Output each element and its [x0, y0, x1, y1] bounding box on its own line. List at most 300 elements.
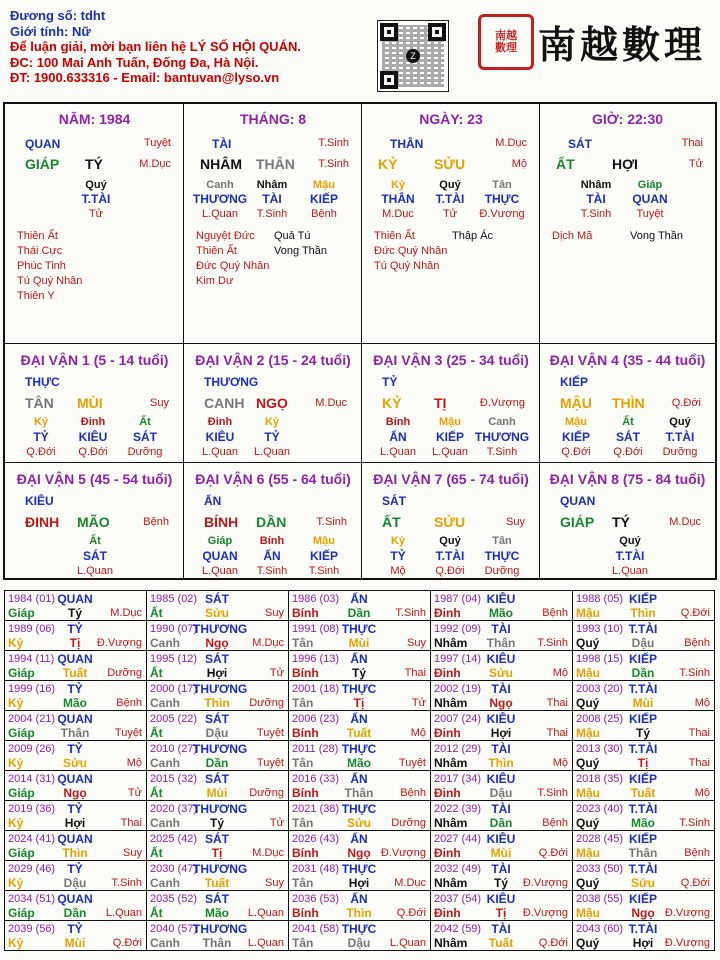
year-god: KIÊU	[486, 832, 516, 846]
year-cell	[4, 860, 147, 891]
hidden-stem: Mậu	[313, 179, 335, 191]
year-label: 2010 (27)	[150, 743, 198, 755]
dai-van-title: ĐẠI VẬN 2 (15 - 24 tuổi)	[195, 352, 351, 368]
dv-hidden-god: ẤN	[389, 430, 407, 444]
year-phase: Q.Đới	[538, 937, 568, 949]
year-phase: Tử	[269, 817, 284, 829]
year-stem: Mậu	[576, 606, 600, 620]
year-cell	[572, 770, 715, 801]
dv-hidden-phase: Q.Đới	[613, 446, 643, 458]
dv-hidden-phase: T.Sinh	[308, 565, 340, 577]
hidden-god: KIẾP	[309, 192, 338, 206]
year-stem: Giáp	[8, 666, 35, 680]
dai-van-phase: Đ.Vượng	[479, 397, 525, 409]
year-label: 1984 (01)	[8, 593, 56, 605]
year-god: THỰC	[341, 922, 377, 936]
year-stem: Tân	[292, 816, 314, 830]
year-phase: Thai	[688, 727, 710, 739]
year-phase: Bệnh	[542, 817, 568, 829]
dv-hidden-god: T.TÀI	[615, 549, 645, 563]
star-name: Thái Cực	[17, 245, 63, 257]
year-phase: Dưỡng	[391, 817, 426, 829]
year-stem: Tân	[292, 636, 314, 650]
hidden-god: QUAN	[632, 192, 668, 206]
year-phase: Bệnh	[684, 637, 710, 649]
dai-van-can: BÍNH	[204, 514, 239, 530]
year-branch: Mão	[63, 696, 87, 710]
year-phase: Đ.Vượng	[380, 847, 426, 859]
brand-logo: 南越數理	[538, 22, 707, 67]
year-god: QUAN	[57, 832, 93, 846]
year-cell	[430, 590, 573, 621]
year-phase: Bệnh	[116, 697, 142, 709]
dv-hidden-stem: Kỷ	[33, 416, 49, 428]
year-phase: Bệnh	[684, 847, 710, 859]
year-stem: Nhâm	[434, 756, 468, 770]
dv-hidden-stem: Mậu	[313, 535, 335, 547]
dai-van-phase: Suy	[150, 397, 169, 409]
year-branch: Dần	[205, 756, 229, 770]
dv-hidden-phase: Dưỡng	[127, 446, 163, 458]
year-stem: Giáp	[8, 786, 35, 800]
year-cell	[146, 620, 289, 651]
year-label: 2013 (30)	[576, 743, 624, 755]
year-branch: Hợi	[64, 816, 86, 830]
star-name-right: Quả Tú	[274, 230, 311, 242]
year-god: KIÊU	[486, 592, 516, 606]
year-label: 2043 (60)	[576, 923, 624, 935]
year-branch: Tý	[635, 726, 650, 740]
year-god: THƯƠNG	[193, 742, 248, 756]
pillar-cell	[540, 104, 715, 344]
year-phase: Mộ	[552, 757, 568, 769]
year-cell	[146, 680, 289, 711]
pillar-title: NĂM: 1984	[58, 111, 131, 127]
year-label: 2022 (39)	[434, 803, 482, 815]
year-branch: Hợi	[632, 936, 654, 950]
year-label: 2002 (19)	[434, 683, 482, 695]
dai-van-chi: DẦN	[256, 514, 287, 530]
dv-hidden-stem: Mậu	[565, 416, 587, 428]
year-stem: Kỷ	[8, 816, 24, 830]
year-stem: Quý	[576, 816, 600, 830]
hidden-phase: L.Quan	[201, 208, 239, 220]
year-cell	[4, 710, 147, 741]
year-phase: Tuyệt	[256, 757, 284, 769]
year-label: 1992 (09)	[434, 623, 482, 635]
pillar-cell	[362, 104, 540, 344]
year-stem: Kỷ	[8, 636, 24, 650]
year-phase: Suy	[123, 847, 142, 859]
dv-hidden-stem: Bính	[259, 535, 285, 547]
year-cell	[572, 590, 715, 621]
year-branch: Tị	[353, 696, 365, 710]
dai-van-can: CANH	[204, 395, 245, 411]
dv-hidden-stem: Tân	[492, 535, 512, 547]
year-cell	[146, 770, 289, 801]
dai-van-chi: MÙI	[77, 395, 103, 411]
year-branch: Thìn	[630, 606, 656, 620]
year-god: THƯƠNG	[193, 802, 248, 816]
year-stem: Mậu	[576, 726, 600, 740]
pillar-chi: SỬU	[434, 156, 466, 172]
dv-hidden-god: KIÊU	[205, 430, 235, 444]
year-stem: Ất	[150, 726, 163, 740]
year-phase: T.Sinh	[537, 787, 568, 799]
dai-van-cell	[5, 463, 184, 580]
dv-hidden-stem: Canh	[488, 416, 516, 428]
year-label: 2033 (50)	[576, 863, 624, 875]
year-cell	[288, 680, 431, 711]
dai-van-phase: T.Sinh	[316, 516, 347, 528]
dv-hidden-phase: L.Quan	[201, 446, 239, 458]
year-label: 1994 (11)	[8, 653, 55, 665]
year-god: KIẾP	[628, 772, 657, 786]
dv-hidden-god: T.TÀI	[665, 430, 695, 444]
year-stem: Tân	[292, 696, 314, 710]
year-label: 2030 (47)	[150, 863, 198, 875]
year-branch: Dậu	[205, 726, 229, 740]
year-phase: Đ.Vượng	[522, 907, 568, 919]
pillar-title: NGÀY: 23	[419, 111, 483, 127]
year-stem: Bính	[292, 906, 319, 920]
year-stem: Canh	[150, 636, 180, 650]
year-cell	[572, 920, 715, 951]
year-label: 1998 (15)	[576, 653, 624, 665]
phone-email-line[interactable]: ĐT: 1900.633316 - Email: bantuvan@lyso.vn	[10, 70, 280, 85]
hidden-stem: Nhâm	[256, 179, 288, 191]
year-cell	[288, 800, 431, 831]
year-branch: Thìn	[488, 756, 514, 770]
year-branch: Thìn	[62, 846, 88, 860]
year-phase: Suy	[265, 607, 284, 619]
dv-hidden-stem: Quý	[439, 535, 461, 547]
year-stem: Bính	[292, 726, 319, 740]
year-god: T.TÀI	[628, 862, 658, 876]
dv-hidden-god: T.TÀI	[435, 549, 465, 563]
year-god: T.TÀI	[628, 922, 658, 936]
year-branch: Hợi	[206, 666, 228, 680]
year-label: 2027 (44)	[434, 833, 482, 845]
year-branch: Ngọ	[205, 636, 229, 650]
year-branch: Hợi	[348, 876, 370, 890]
star-name: Kim Dư	[196, 275, 234, 287]
year-branch: Dần	[631, 666, 655, 680]
year-phase: Q.Đới	[538, 847, 568, 859]
dv-hidden-god: TỶ	[264, 430, 280, 444]
year-stem: Canh	[150, 876, 180, 890]
year-label: 1987 (04)	[434, 593, 482, 605]
year-label: 2011 (28)	[292, 743, 339, 755]
year-god: THỰC	[341, 622, 377, 636]
year-god: KIẾP	[628, 892, 657, 906]
year-phase: T.Sinh	[111, 877, 142, 889]
year-label: 2007 (24)	[434, 713, 482, 725]
year-god: QUAN	[57, 592, 93, 606]
year-branch: Mùi	[206, 786, 228, 800]
year-cell	[4, 590, 147, 621]
year-god: QUAN	[57, 712, 93, 726]
year-stem: Đinh	[434, 606, 461, 620]
year-branch: Dậu	[63, 876, 87, 890]
year-stem: Giáp	[8, 726, 35, 740]
year-phase: Tử	[269, 667, 284, 679]
hidden-phase: Tử	[442, 208, 458, 220]
year-god: THỰC	[341, 802, 377, 816]
year-branch: Sửu	[488, 666, 514, 680]
star-name: Nguyệt Đức	[196, 230, 255, 242]
dv-hidden-god: QUAN	[202, 549, 238, 563]
dai-van-god: THỰC	[25, 375, 60, 389]
year-stem: Tân	[292, 756, 314, 770]
year-cell	[146, 830, 289, 861]
pillar-phase-a: Tuyệt	[143, 137, 171, 149]
year-branch: Tị	[211, 846, 223, 860]
dai-van-god: KIÊU	[25, 494, 54, 508]
star-name: Dịch Mã	[552, 230, 593, 242]
dai-van-cell	[184, 344, 362, 463]
dv-hidden-god: KIÊU	[78, 430, 108, 444]
dv-hidden-god: THỰC	[484, 549, 520, 563]
year-cell	[430, 800, 573, 831]
year-branch: Thân	[60, 726, 90, 740]
year-label: 2032 (49)	[434, 863, 482, 875]
year-god: TỶ	[67, 802, 83, 816]
star-name: Thiên Ất	[17, 230, 58, 242]
dai-van-title: ĐẠI VẬN 7 (65 - 74 tuổi)	[373, 471, 529, 487]
year-phase: Q.Đới	[112, 937, 142, 949]
pillar-phase-b: Tử	[688, 158, 703, 170]
dv-hidden-stem: Đinh	[207, 416, 233, 428]
year-label: 1985 (02)	[150, 593, 198, 605]
dv-hidden-phase: T.Sinh	[256, 565, 288, 577]
year-label: 2026 (43)	[292, 833, 340, 845]
dai-van-god: QUAN	[560, 494, 596, 508]
year-branch: Ngọ	[347, 846, 371, 860]
year-god: SÁT	[205, 772, 229, 786]
dai-van-can: MẬU	[560, 395, 592, 411]
dai-van-title: ĐẠI VẬN 4 (35 - 44 tuổi)	[549, 352, 706, 368]
star-name: Thiên Ất	[196, 245, 237, 257]
dv-hidden-god: KIẾP	[309, 549, 338, 563]
year-branch: Thân	[628, 846, 658, 860]
dai-van-chi: NGỌ	[256, 395, 288, 411]
year-stem: Canh	[150, 756, 180, 770]
year-label: 2008 (25)	[576, 713, 624, 725]
year-branch: Sửu	[62, 756, 88, 770]
year-branch: Dậu	[347, 936, 371, 950]
pillar-god-label: QUAN	[25, 137, 61, 151]
year-god: ẤN	[350, 592, 368, 606]
dv-hidden-god: THƯƠNG	[474, 430, 530, 444]
hidden-phase: Bệnh	[311, 208, 337, 220]
hidden-god: THÂN	[381, 192, 415, 206]
star-name-right: Vong Thần	[274, 245, 328, 257]
year-branch: Tị	[495, 906, 507, 920]
hidden-stem: Tân	[492, 179, 512, 191]
dv-hidden-phase: Dưỡng	[484, 565, 520, 577]
year-phase: Tử	[127, 787, 142, 799]
dai-van-cell	[362, 463, 540, 580]
year-cell	[430, 680, 573, 711]
year-branch: Tị	[69, 636, 81, 650]
year-cell	[430, 860, 573, 891]
year-branch: Tuất	[630, 786, 656, 800]
year-god: TỶ	[67, 862, 83, 876]
dai-van-cell	[362, 344, 540, 463]
year-branch: Mão	[631, 816, 655, 830]
dv-hidden-phase: Dưỡng	[662, 446, 698, 458]
year-god: KIẾP	[628, 592, 657, 606]
year-branch: Thìn	[346, 906, 372, 920]
year-branch: Sửu	[346, 816, 372, 830]
dai-van-chi: TỊ	[434, 395, 447, 411]
address-line: ĐC: 100 Mai Anh Tuấn, Đống Đa, Hà Nội.	[10, 54, 259, 70]
year-god: QUAN	[57, 892, 93, 906]
pillar-phase-a: Thai	[681, 137, 703, 149]
dai-van-can: KỶ	[382, 395, 402, 411]
pillar-title: THÁNG: 8	[239, 111, 307, 127]
hidden-phase: T.Sinh	[580, 208, 612, 220]
year-label: 2038 (55)	[576, 893, 624, 905]
dai-van-chi: THÌN	[612, 395, 645, 411]
dv-hidden-stem: Ất	[622, 416, 634, 428]
year-cell	[572, 680, 715, 711]
year-label: 2001 (18)	[292, 683, 340, 695]
year-label: 2024 (41)	[8, 833, 56, 845]
year-label: 1995 (12)	[150, 653, 198, 665]
year-stem: Mậu	[576, 846, 600, 860]
star-name: Tú Quý Nhân	[17, 275, 83, 287]
year-god: KIÊU	[486, 772, 516, 786]
year-branch: Tuất	[346, 726, 372, 740]
year-stem: Giáp	[8, 906, 35, 920]
year-cell	[288, 890, 431, 921]
hidden-stem: Giáp	[637, 179, 663, 191]
year-god: TỶ	[67, 922, 83, 936]
year-stem: Nhâm	[434, 696, 468, 710]
year-phase: Đ.Vượng	[664, 937, 710, 949]
dai-van-can: ĐINH	[25, 514, 60, 530]
year-cell	[288, 860, 431, 891]
year-cell	[288, 740, 431, 771]
year-stem: Bính	[292, 666, 319, 680]
year-cell	[572, 860, 715, 891]
year-cell	[430, 890, 573, 921]
year-branch: Mùi	[490, 846, 512, 860]
year-phase: Q.Đới	[680, 877, 710, 889]
year-cell	[288, 920, 431, 951]
year-label: 1988 (05)	[576, 593, 624, 605]
year-god: TÀI	[491, 622, 511, 636]
year-phase: M.Dục	[252, 637, 284, 649]
year-label: 2034 (51)	[8, 893, 56, 905]
year-branch: Hợi	[490, 726, 512, 740]
year-phase: Đ.Vượng	[522, 877, 568, 889]
year-phase: T.Sinh	[679, 667, 710, 679]
year-label: 2015 (32)	[150, 773, 198, 785]
year-cell	[288, 830, 431, 861]
star-name-right: Thập Ác	[452, 230, 493, 242]
year-god: T.TÀI	[628, 622, 658, 636]
year-cell	[572, 800, 715, 831]
year-cell	[146, 920, 289, 951]
year-god: KIÊU	[486, 892, 516, 906]
year-label: 2009 (26)	[8, 743, 56, 755]
year-stem: Bính	[292, 786, 319, 800]
year-stem: Tân	[292, 876, 314, 890]
year-phase: Tử	[411, 697, 426, 709]
year-branch: Tý	[209, 816, 224, 830]
year-cell	[4, 770, 147, 801]
year-stem: Ất	[150, 666, 163, 680]
dv-hidden-stem: Bính	[385, 416, 411, 428]
year-god: KIÊU	[486, 712, 516, 726]
year-branch: Dậu	[489, 786, 513, 800]
dv-hidden-phase: L.Quan	[201, 565, 239, 577]
pillar-chi: TÝ	[85, 156, 103, 172]
dai-van-chi: TÝ	[612, 514, 630, 530]
year-god: THỰC	[341, 862, 377, 876]
year-phase: Thai	[404, 667, 426, 679]
year-cell	[430, 770, 573, 801]
year-stem: Nhâm	[434, 816, 468, 830]
dv-hidden-stem: Đinh	[80, 416, 106, 428]
dv-hidden-stem: Ất	[139, 416, 151, 428]
year-god: THỰC	[341, 742, 377, 756]
year-label: 1986 (03)	[292, 593, 340, 605]
dv-hidden-phase: L.Quan	[379, 446, 417, 458]
dv-hidden-stem: Kỷ	[264, 416, 280, 428]
year-label: 2037 (54)	[434, 893, 482, 905]
hidden-stem: Canh	[206, 179, 234, 191]
contact-line[interactable]: Để luận giải, mời bạn liên hệ LÝ SỐ HỘI QUÁN.	[10, 39, 301, 54]
year-phase: M.Dục	[252, 847, 284, 859]
hidden-phase: Tử	[88, 208, 104, 220]
year-label: 2040 (57)	[150, 923, 198, 935]
year-label: 2012 (29)	[434, 743, 482, 755]
red-seal-logo: 南越數理	[478, 14, 534, 70]
year-phase: Bệnh	[400, 787, 426, 799]
owner-name: Đương số: tdht	[10, 8, 106, 23]
pillar-phase-b: T.Sinh	[318, 158, 349, 170]
dv-hidden-stem: Quý	[619, 535, 641, 547]
dai-van-cell	[540, 463, 715, 580]
dai-van-cell	[5, 344, 184, 463]
year-stem: Ất	[150, 846, 163, 860]
dai-van-cell	[540, 344, 715, 463]
year-god: TỶ	[67, 622, 83, 636]
qr-code-icon[interactable]: Z	[377, 20, 449, 92]
year-phase: Mộ	[126, 757, 142, 769]
dv-hidden-phase: Mộ	[390, 565, 406, 577]
year-stem: Mậu	[576, 786, 600, 800]
year-branch: Mùi	[632, 696, 654, 710]
year-god: ẤN	[350, 772, 368, 786]
year-cell	[288, 710, 431, 741]
year-god: TÀI	[491, 742, 511, 756]
dai-van-can: ẤT	[382, 514, 401, 530]
year-label: 1989 (06)	[8, 623, 56, 635]
year-phase: L.Quan	[105, 907, 142, 919]
dv-hidden-stem: Mậu	[439, 416, 461, 428]
year-cell	[572, 830, 715, 861]
dai-van-title: ĐẠI VẬN 1 (5 - 14 tuổi)	[20, 352, 169, 368]
hidden-stem: Quý	[439, 179, 461, 191]
year-god: KIẾP	[628, 712, 657, 726]
dv-hidden-god: SÁT	[616, 430, 640, 444]
year-phase: Dưỡng	[249, 697, 284, 709]
